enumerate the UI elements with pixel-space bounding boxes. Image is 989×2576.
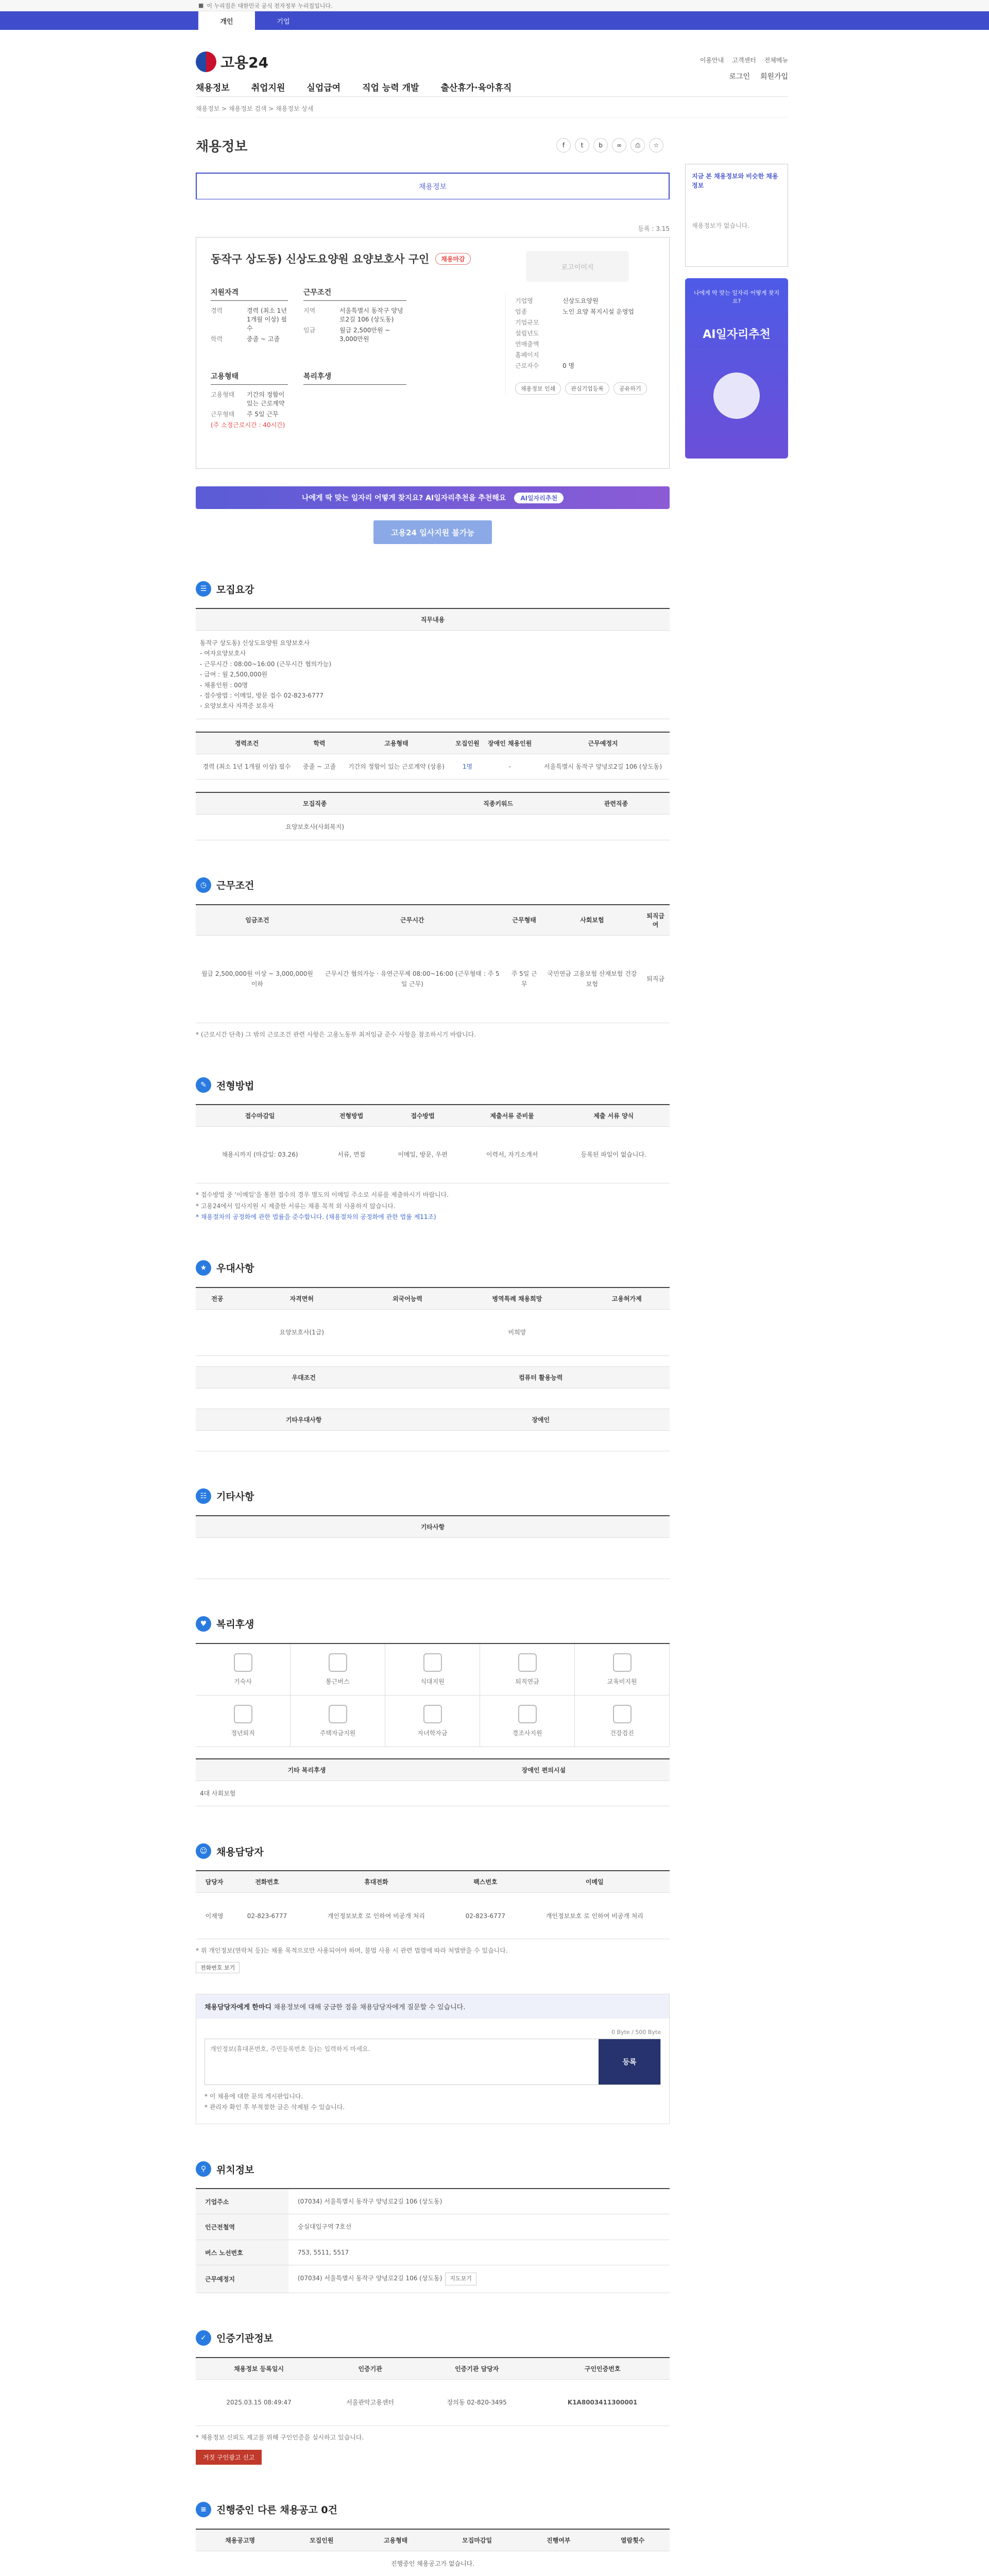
status-badge: 채용마감 xyxy=(435,253,470,265)
process-note: * 채용절차의 공정화에 관한 법률을 준수합니다. (채용절차의 공정화에 관한 법률 제11조) xyxy=(196,1213,436,1221)
show-phone-button[interactable]: 전화번호 보기 xyxy=(196,1962,240,1973)
robot-icon xyxy=(713,372,760,419)
ai-recommend-box[interactable] xyxy=(685,278,788,459)
welfare-item: 기숙사 xyxy=(196,1644,291,1696)
pin-icon: ⚲ xyxy=(196,2161,211,2177)
comment-submit-button[interactable]: 등록 xyxy=(599,2039,660,2084)
ai-banner-button[interactable]: AI일자리추천 xyxy=(514,493,564,503)
util-allmenu-link[interactable]: 전체메뉴 xyxy=(764,57,788,64)
table-row: 채용시까지 (마감일: 03.26) 서류, 면접 이메일, 방문, 우편 이력서, 자기소개서 등록된 파일이 없습니다. xyxy=(196,1127,670,1183)
tab-job-info[interactable]: 채용정보 xyxy=(196,173,670,199)
occupation-table: 모집직종 직종키워드 관련직종 요양보호사(사회복지) xyxy=(196,792,670,840)
welfare-item: 퇴직연금 xyxy=(480,1644,575,1696)
company-name: 신상도요양원 xyxy=(562,297,599,304)
contact-note: * 위 개인정보(연락처 등)는 채용 목적으로만 사용되어야 하며, 불법 사용 시 관련 법령에 따라 처벌받을 수 있습니다. xyxy=(196,1947,508,1955)
badge-icon: ✓ xyxy=(196,2330,211,2346)
apply-button[interactable]: 고용24 입사지원 불가능 xyxy=(373,520,492,544)
comment-input[interactable] xyxy=(205,2039,599,2084)
site-tabs xyxy=(0,11,989,30)
pref-table: 전공 자격면허 외국어능력 병역특례 채용희망 고용허가제 요양보호사(1급) 비희망 xyxy=(196,1287,670,1356)
pension-icon xyxy=(518,1653,537,1672)
join-link[interactable]: 회원가입 xyxy=(760,73,788,81)
reg-date: 등록 : 3.15 xyxy=(638,225,670,232)
table-row: 이재영 02-823-6777 개인정보보호 로 인하여 비공개 처리 02-823-6777 개인정보보호 로 인하여 비공개 처리 xyxy=(196,1893,670,1939)
dorm-icon xyxy=(234,1653,252,1672)
section-pref: ★ 우대사항 전공 자격면허 외국어능력 병역특례 채용희망 고용허가제 요양보호사(1급) 비희망 우대조건 컴퓨터 활용능력 기타우대사항 장애인 xyxy=(196,1260,670,1451)
cond-heading: 근무조건 xyxy=(303,287,406,301)
welfare-grid xyxy=(196,1643,670,1747)
qual-heading: 지원자격 xyxy=(211,287,288,301)
etc-table: 기타사항 xyxy=(196,1515,670,1579)
cond-row: 임금 월급 2,500만원 ~ 3,000만원 xyxy=(303,327,390,343)
welfare-item: 통근버스 xyxy=(291,1644,385,1696)
twitter-icon[interactable]: t xyxy=(575,138,589,152)
gov-notice-bar xyxy=(0,0,989,11)
flag-icon: ■ xyxy=(198,2,204,9)
section-others: ≡ 진행중인 다른 채용공고 0건 채용공고명 모집인원 고용형태 모집마감일 진행여부 열람횟수 진행중인 채용공고가 없습니다. xyxy=(196,2502,670,2576)
similar-jobs-empty: 채용정보가 없습니다. xyxy=(692,222,749,229)
table-row: 요양보호사(1급) 비희망 xyxy=(196,1309,670,1355)
sidebar xyxy=(685,164,788,459)
section-recruit: ☰ 모집요강 직무내용 동작구 상도동) 신상도요양원 요양보호사 - 여자요양보호사 - 근무시간 : 08:00~16:00 (근무시간 협의가능) - 급여 : 월 2,500,000원 - 채용인원 : 00명 - 접수방법 : 이메일, 방문 접수 02-823-6777 - 요양보호사 자격증 보유자 경력조건 학력 고용형태 모집인원 장애인 채용인원 근무예정지 경력 (최소 1년 1개월 이상) 필수 중졸 ~ 고졸 기간의 정함이 있는 근로계약 (상용) 1명 - 서울특별시 동작구 양녕로2길 106 (상도동) 모집직종 직종키워드 관련직종 요양보호사(사회복지) xyxy=(196,581,670,840)
company-logo-placeholder: 로고이미지 xyxy=(526,251,629,282)
section-contact: ☺ 채용담당자 담당자 전화번호 휴대전화 팩스번호 이메일 이재영 02-823-6777 개인정보보호 로 인하여 비공개 처리 02-823-6777 개인정보보호 로 인하여 비공개 처리 * 위 개인정보(연락처 등)는 채용 목적으로만 사용되어야 하며, 불법 사용 시 관련 법령에 따라 처벌받을 수 있습니다. 전화번호 보기 채용담당자에게 한마디 채용정보에 대해 궁금한 점을 채용담당자에게 질문할 수 있습니다. 0 Byte / 500 Byte 개인정보(휴대폰번호, 주민등록번호 등)는 입력하지 마세요. 등록 * 이 채용에 대한 문의 게시판입니다. * 관리자 확인 후 부적절한 글은 삭제될 수 있습니다. xyxy=(196,1843,670,2124)
duty-line: - 근무시간 : 08:00~16:00 (근무시간 협의가능) xyxy=(200,660,332,668)
section-location: ⚲ 위치정보 기업주소 (07034) 서울특별시 동작구 양녕로2길 106 (상도동) 인근전철역 숭실대입구역 7호선 버스 노선번호 753, 5511, 5517 근무예정지 (07034) 서울특별시 동작구 양녕로2길 106 (상도동) 지도보기 xyxy=(196,2161,670,2293)
share-button[interactable]: 공유하기 xyxy=(613,382,647,395)
list-icon: ☰ xyxy=(196,581,211,597)
ai-recommend-top: 나에게 딱 맞는 일자리 어떻게 찾지요? xyxy=(693,290,780,304)
tab-company[interactable]: 기업 xyxy=(277,18,290,26)
blog-icon[interactable]: b xyxy=(593,138,608,152)
interest-button[interactable]: 관심기업등록 xyxy=(565,382,609,395)
util-center-link[interactable]: 고객센터 xyxy=(732,57,756,64)
share-icons xyxy=(556,138,663,152)
auth-links xyxy=(729,71,788,81)
byte-counter: 0 Byte / 500 Byte xyxy=(611,2028,661,2036)
welfare-heading: 복리후생 xyxy=(303,371,406,385)
section-etc: ☷ 기타사항 기타사항 xyxy=(196,1488,670,1579)
breadcrumb: 채용정보 > 채용정보 검색 > 채용정보 상세 xyxy=(196,97,788,117)
process-note: * 고용24에서 입사지원 시 제출한 서류는 채용 목적 외 사용하지 않습니다. xyxy=(196,1202,396,1210)
work-note: * (근로시간 단축) 그 밖의 근로조건 관련 사항은 고용노동부 최저임금 준수 사항을 참조하시기 바랍니다. xyxy=(196,1030,476,1038)
ai-recommend-title: AI일자리추천 xyxy=(703,328,771,341)
link-icon[interactable]: ∞ xyxy=(612,138,626,152)
map-button[interactable]: 지도보기 xyxy=(445,2273,476,2285)
welfare-item: 교육비지원 xyxy=(575,1644,670,1696)
main-nav xyxy=(196,80,511,93)
login-link[interactable]: 로그인 xyxy=(729,73,750,81)
duty-line: - 급여 : 월 2,500,000원 xyxy=(200,671,268,679)
doc-icon: ☷ xyxy=(196,1488,211,1504)
location-table: 기업주소 (07034) 서울특별시 동작구 양녕로2길 106 (상도동) 인근전철역 숭실대입구역 7호선 버스 노선번호 753, 5511, 5517 근무예정지 (07034) 서울특별시 동작구 양녕로2길 106 (상도동) 지도보기 xyxy=(196,2188,670,2293)
list-icon: ≡ xyxy=(196,2502,211,2517)
process-table: 접수마감일 전형방법 접수방법 제출서류 준비물 제출 서류 양식 채용시까지 (마감일: 03.26) 서류, 면접 이메일, 방문, 우편 이력서, 자기소개서 등록된 파일이 없습니다. xyxy=(196,1104,670,1183)
nav-jobs[interactable]: 채용정보 xyxy=(196,83,230,93)
print-button[interactable]: 채용정보 인쇄 xyxy=(515,382,561,395)
work-hours-note: (주 소정근로시간 : 40시간) xyxy=(211,421,285,429)
duty-line: - 요양보호사 자격증 보유자 xyxy=(200,702,274,710)
site-logo[interactable]: 고용24 xyxy=(196,52,268,72)
tab-personal[interactable]: 개인 xyxy=(198,11,255,30)
event-icon xyxy=(518,1705,537,1723)
gov-emblem-icon xyxy=(196,52,216,72)
similar-jobs-title: 지금 본 채용정보와 비슷한 채용정보 xyxy=(692,173,778,189)
job-summary xyxy=(196,237,670,469)
welfare-table: 기타 복리후생 장애인 편의시설 4대 사회보험 xyxy=(196,1758,670,1806)
company-info: 기업명 신상도요양원 업종 노인 요양 복지시설 운영업 기업규모 설립년도 연매출액 홈페이지 근로자수 0 명 채용정보 인쇄 관심기업등록 공유하기 xyxy=(505,294,655,395)
pref-table-2: 우대조건 컴퓨터 활용능력 기타우대사항 장애인 xyxy=(196,1366,670,1451)
education-icon xyxy=(613,1653,632,1672)
table-row: 요양보호사(사회복지) xyxy=(196,815,670,840)
contact-table: 담당자 전화번호 휴대전화 팩스번호 이메일 이재영 02-823-6777 개인정보보호 로 인하여 비공개 처리 02-823-6777 개인정보보호 로 인하여 비공개 처리 xyxy=(196,1870,670,1939)
section-work: ◷ 근무조건 임금조건 근무시간 근무형태 사회보험 퇴직급여 월급 2,500,000원 이상 ~ 3,000,000원 이하 근무시간 협의가능 · 유연근무제 08:00~16:00 (근무형태 : 주 5일 근무) 주 5일 근무 국민연금 고용보험 산재보험 건강보험 퇴직금 * (근로시간 단축) 그 밖의 근로조건 관련 사항은 고용노동부 최저임금 준수 사항을 참조하시기 바랍니다. xyxy=(196,877,670,1041)
section-cert: ✓ 인증기관정보 채용정보 등록일시 인증기관 인증기관 담당자 구인인증번호 2025.03.15 08:49:47 서울관악고용센터 장의동 02-820-3495 K1A8003411300001 * 채용정보 신뢰도 제고를 위해 구인인증을 실시하고 있습니다. 거짓 구인광고 신고 xyxy=(196,2330,670,2465)
nav-support[interactable]: 취업지원 xyxy=(251,83,285,93)
duty-line: 동작구 상도동) 신상도요양원 요양보호사 xyxy=(200,639,310,647)
nav-training[interactable]: 직업 능력 개발 xyxy=(362,83,419,93)
gov-notice-text: 이 누리집은 대한민국 공식 전자정부 누리집입니다. xyxy=(207,2,333,9)
util-guide-link[interactable]: 이용안내 xyxy=(700,57,724,64)
cert-table: 채용정보 등록일시 인증기관 인증기관 담당자 구인인증번호 2025.03.15 08:49:47 서울관악고용센터 장의동 02-820-3495 K1A8003411300001 xyxy=(196,2357,670,2426)
duty-line: - 접수방법 : 이메일, 방문 접수 02-823-6777 xyxy=(200,691,323,699)
print-icon[interactable]: ⎙ xyxy=(630,138,645,152)
others-table: 채용공고명 모집인원 고용형태 모집마감일 진행여부 열람횟수 진행중인 채용공고가 없습니다. xyxy=(196,2529,670,2576)
bus-icon xyxy=(329,1653,347,1672)
duty-table: 직무내용 동작구 상도동) 신상도요양원 요양보호사 - 여자요양보호사 - 근무시간 : 08:00~16:00 (근무시간 협의가능) - 급여 : 월 2,500,000원 - 채용인원 : 00명 - 접수방법 : 이메일, 방문 접수 02-823-6777 - 요양보호사 자격증 보유자 xyxy=(196,608,670,719)
nav-benefit[interactable]: 실업급여 xyxy=(306,83,341,93)
clock-icon: ◷ xyxy=(196,877,211,893)
emp-heading: 고용형태 xyxy=(211,371,288,385)
duty-line: - 채용인원 : 00명 xyxy=(200,681,248,689)
person-icon: ☺ xyxy=(196,1843,211,1859)
ai-banner[interactable]: 나에게 딱 맞는 일자리 어떻게 찾지요? AI일자리추천을 추천해요 AI일자리추천 xyxy=(196,486,670,509)
qual-row: 경력 경력 (최소 1년 1개월 이상) 필수 xyxy=(211,307,287,332)
comment-desc: 채용정보에 대해 궁금한 점을 채용담당자에게 질문할 수 있습니다. xyxy=(274,2003,466,2011)
comment-title: 채용담당자에게 한마디 xyxy=(204,2003,272,2011)
recruit-table: 경력조건 학력 고용형태 모집인원 장애인 채용인원 근무예정지 경력 (최소 1년 1개월 이상) 필수 중졸 ~ 고졸 기간의 정함이 있는 근로계약 (상용) 1명 - 서울특별시 동작구 양녕로2길 106 (상도동) xyxy=(196,732,670,779)
welfare-item: 식대지원 xyxy=(385,1644,480,1696)
report-button[interactable]: 거짓 구인광고 신고 xyxy=(196,2450,262,2465)
welfare-item: 자녀학자금 xyxy=(385,1696,480,1747)
gift-icon: ♥ xyxy=(196,1616,211,1632)
process-note: * 접수방법 중 '이메일'을 통한 접수의 경우 별도의 이메일 주소로 서류를 제출하시기 바랍니다. xyxy=(196,1191,449,1199)
section-welfare: ♥ 복리후생 기숙사 통근버스 식대지원 퇴직연금 교육비지원 정년퇴직 주택자금지원 자녀학자금 경조사지원 건강검진 기타 복리후생 장애인 편의시설 4대 사회보험 xyxy=(196,1616,670,1806)
star-icon: ★ xyxy=(196,1260,211,1276)
qual-row: 학력 중졸 ~ 고졸 xyxy=(211,335,280,343)
meal-icon xyxy=(423,1653,442,1672)
job-title: 동작구 상도동) 신상도요양원 요양보호사 구인 xyxy=(211,253,430,265)
welfare-item: 주택자금지원 xyxy=(291,1696,385,1747)
section-process: ✎ 전형방법 접수마감일 전형방법 접수방법 제출서류 준비물 제출 서류 양식 채용시까지 (마감일: 03.26) 서류, 면접 이메일, 방문, 우편 이력서, 자기소개서 등록된 파일이 없습니다. * 접수방법 중 '이메일'을 통한 접수의 경우 별도의 이메일 주소로 서류를 제출하시기 바랍니다. * 고용24에서 입사지원 시 제출한 서류는 채용 목적 외 사용하지 않습니다. * 채용절차의 공정화에 관한 법률을 준수합니다. (채용절차의 공정화에 관한 법률 제11조) xyxy=(196,1077,670,1223)
cond-row: 지역 서울특별시 동작구 양녕로2길 106 (상도동) xyxy=(303,307,403,323)
table-row: 월급 2,500,000원 이상 ~ 3,000,000원 이하 근무시간 협의가능 · 유연근무제 08:00~16:00 (근무형태 : 주 5일 근무) 주 5일 근무 국민연금 고용보험 산재보험 건강보험 퇴직금 xyxy=(196,935,670,1023)
process-icon: ✎ xyxy=(196,1077,211,1093)
comment-box: 채용담당자에게 한마디 채용정보에 대해 궁금한 점을 채용담당자에게 질문할 수 있습니다. 0 Byte / 500 Byte 개인정보(휴대폰번호, 주민등록번호 등)는 입력하지 마세요. 등록 * 이 채용에 대한 문의 게시판입니다. * 관리자 확인 후 부적절한 글은 삭제될 수 있습니다. xyxy=(196,1994,670,2124)
others-empty: 진행중인 채용공고가 없습니다. xyxy=(196,2551,670,2576)
retire-icon xyxy=(234,1705,252,1723)
health-icon xyxy=(613,1705,632,1723)
school-icon xyxy=(423,1705,442,1723)
work-table: 임금조건 근무시간 근무형태 사회보험 퇴직급여 월급 2,500,000원 이상 ~ 3,000,000원 이하 근무시간 협의가능 · 유연근무제 08:00~16:00 (근무형태 : 주 5일 근무) 주 5일 근무 국민연금 고용보험 산재보험 건강보험 퇴직금 xyxy=(196,904,670,1023)
duty-line: - 여자요양보호사 xyxy=(200,650,246,657)
house-icon xyxy=(329,1705,347,1723)
nav-leave[interactable]: 출산휴가·육아휴직 xyxy=(440,83,512,93)
welfare-item: 건강검진 xyxy=(575,1696,670,1747)
table-row: 2025.03.15 08:49:47 서울관악고용센터 장의동 02-820-3495 K1A8003411300001 xyxy=(196,2379,670,2426)
page-title: 채용정보 xyxy=(196,139,248,155)
emp-row: 고용형태 기간의 정함이 있는 근로계약 xyxy=(211,391,285,407)
main-content xyxy=(196,136,670,2576)
scrap-icon[interactable]: ☆ xyxy=(649,138,663,152)
utility-links xyxy=(700,56,788,64)
welfare-item: 경조사지원 xyxy=(480,1696,575,1747)
table-row: 경력 (최소 1년 1개월 이상) 필수 중졸 ~ 고졸 기간의 정함이 있는 근로계약 (상용) 1명 - 서울특별시 동작구 양녕로2길 106 (상도동) xyxy=(196,754,670,779)
emp-row: 근무형태 주 5일 근무 xyxy=(211,411,279,418)
header xyxy=(196,30,788,97)
welfare-item: 정년퇴직 xyxy=(196,1696,291,1747)
similar-jobs-box xyxy=(685,164,788,267)
duty-content xyxy=(196,631,670,719)
facebook-icon[interactable]: f xyxy=(556,138,571,152)
